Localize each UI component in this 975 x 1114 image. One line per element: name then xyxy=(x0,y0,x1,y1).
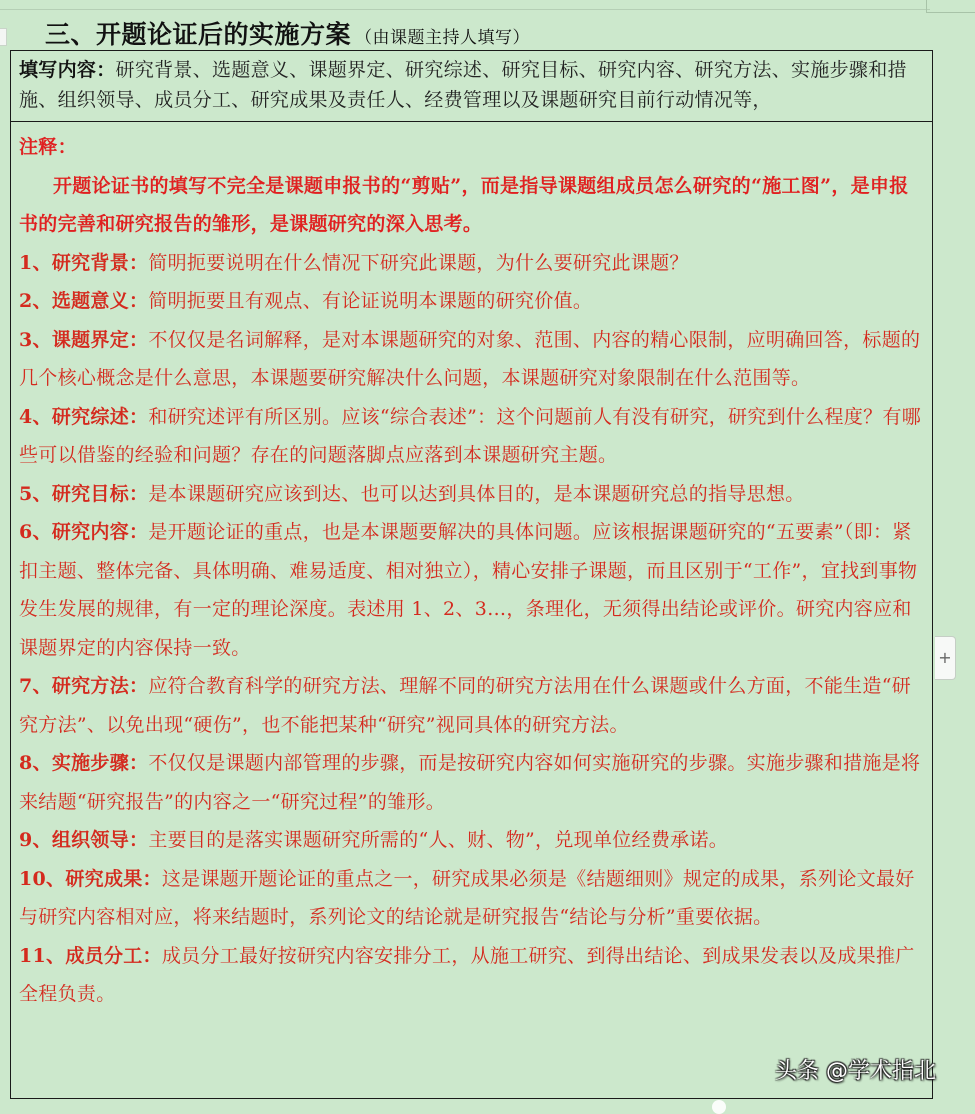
watermark-text: 头条 @学术指北 xyxy=(775,1059,936,1084)
plus-icon: + xyxy=(938,648,952,667)
note-key: 9、组织领导： xyxy=(19,829,149,851)
page-top-rule xyxy=(0,9,930,10)
note-item-research-background xyxy=(19,244,924,283)
note-text: 不仅仅是名词解释，是对本课题研究的对象、范围、内容的精心限制，应明确回答，标题的几个核心概念是什么意思，本课题要研究解决什么问题，本课题研究对象限制在什么范围等。 xyxy=(19,328,921,389)
note-text: 是开题论证的重点，也是本课题要解决的具体问题。应该根据课题研究的“五要素”（即：紧扣主题、整体完备、具体明确、难易适度、相对独立），精心安排子课题，而且区别于“工作”，宜找到事物发生发展的规律，有一定的理论深度。表述用 1、2、3…，条理化，无须得出结论或评价。研究内容应和课题界定的内容保持一致。 xyxy=(19,521,918,659)
notes-cell[interactable] xyxy=(11,122,932,1098)
left-margin-handle[interactable] xyxy=(0,28,7,46)
fill-content-label: 填写内容： xyxy=(19,59,116,81)
note-item-research-content xyxy=(19,513,924,667)
expand-tab-button[interactable] xyxy=(935,636,956,680)
note-text: 简明扼要且有观点、有论证说明本课题的研究价值。 xyxy=(148,290,593,312)
note-key: 1、研究背景： xyxy=(19,251,149,274)
note-text: 主要目的是落实课题研究所需的“人、财、物”，兑现单位经费承诺。 xyxy=(148,829,729,851)
note-key: 10、研究成果： xyxy=(19,867,162,890)
note-item-literature-review xyxy=(19,398,924,475)
note-item-research-goals xyxy=(19,475,924,514)
note-key: 5、研究目标： xyxy=(19,482,149,505)
note-key: 11、成员分工： xyxy=(19,944,162,967)
note-text: 这是课题开题论证的重点之一，研究成果必须是《结题细则》规定的成果，系列论文最好与研究内容相对应，将来结题时，系列论文的结论就是研究报告“结论与分析”重要依据。 xyxy=(19,867,915,928)
notes-intro: 开题论证书的填写不完全是课题申报书的“剪贴”，而是指导课题组成员怎么研究的“施工图”，是申报书的完善和研究报告的雏形，是课题研究的深入思考。 xyxy=(19,174,909,235)
note-item-implementation-steps xyxy=(19,744,924,821)
note-item-topic-definition xyxy=(19,321,924,398)
notes-title: 注释： xyxy=(19,136,77,158)
note-text: 和研究述评有所区别。应该“综合表述”：这个问题前人有没有研究，研究到什么程度？有哪些可以借鉴的经验和问题？存在的问题落脚点应落到本课题研究主题。 xyxy=(19,405,922,466)
note-item-organization-leadership xyxy=(19,821,924,860)
note-key: 2、选题意义： xyxy=(19,290,149,312)
note-item-research-methods xyxy=(19,667,924,744)
section-heading xyxy=(45,15,530,51)
note-key: 4、研究综述： xyxy=(19,405,149,428)
note-item-topic-significance xyxy=(19,282,924,321)
section-heading-title: 三、开题论证后的实施方案 xyxy=(45,20,352,49)
section-heading-subtitle: （由课题主持人填写） xyxy=(355,28,531,48)
note-text: 是本课题研究应该到达、也可以达到具体目的，是本课题研究总的指导思想。 xyxy=(148,482,805,505)
note-key: 8、实施步骤： xyxy=(19,752,149,774)
note-item-research-outcomes xyxy=(19,860,924,937)
watermark-dot xyxy=(712,1100,726,1114)
fill-content-text: 研究背景、选题意义、课题界定、研究综述、研究目标、研究内容、研究方法、实施步骤和措施、组织领导、成员分工、研究成果及责任人、经费管理以及课题研究目前行动情况等， xyxy=(19,59,907,111)
fill-content-cell[interactable] xyxy=(11,51,932,122)
note-text: 成员分工最好按研究内容安排分工，从施工研究、到得出结论、到成果发表以及成果推广全程负责。 xyxy=(19,944,915,1005)
note-key: 3、课题界定： xyxy=(19,328,149,351)
note-text: 应符合教育科学的研究方法、理解不同的研究方法用在什么课题或什么方面，不能生造“研究方法”、以免出现“硬伤”，也不能把某种“研究”视同具体的研究方法。 xyxy=(19,675,912,736)
note-text: 不仅仅是课题内部管理的步骤，而是按研究内容如何实施研究的步骤。实施步骤和措施是将来结题“研究报告”的内容之一“研究过程”的雏形。 xyxy=(19,752,921,813)
page-corner-marker xyxy=(926,0,975,13)
note-key: 6、研究内容： xyxy=(19,521,149,543)
note-key: 7、研究方法： xyxy=(19,675,149,697)
note-item-member-division xyxy=(19,937,924,1014)
note-text: 简明扼要说明在什么情况下研究此课题，为什么要研究此课题？ xyxy=(148,251,689,274)
plan-table xyxy=(10,50,933,1099)
